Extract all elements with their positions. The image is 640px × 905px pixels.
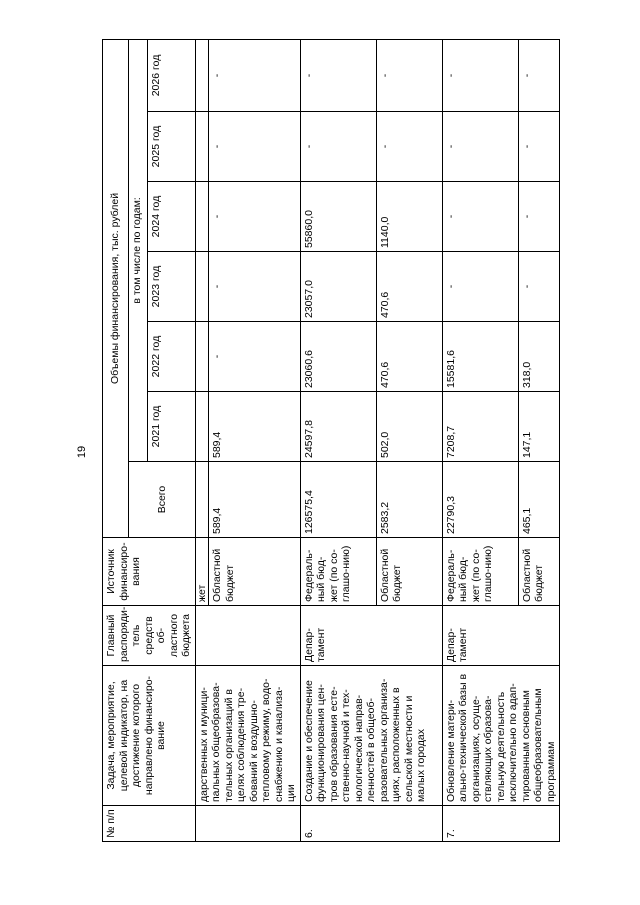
cell-value: 147,1 xyxy=(518,392,560,462)
financing-table xyxy=(102,39,560,842)
cell-value: - xyxy=(442,112,518,182)
header-source: Источник финансиро-вания xyxy=(103,538,196,606)
header-total: Всего xyxy=(129,462,196,538)
cell-value: 7208,7 xyxy=(442,392,518,462)
cell-num: 6. xyxy=(300,806,442,842)
cell-value: - xyxy=(209,252,300,322)
cell-value: 24597,8 xyxy=(300,392,376,462)
cell-source: Областной бюджет xyxy=(518,538,560,606)
header-year: 2023 год xyxy=(147,252,195,322)
cell-task: Обновление матери-ально-технической базы в организациях, осуще-ствляющих образова-тельную деятельность исключительно по адап-тированным основным общеобразовательным программам xyxy=(442,666,560,806)
cell-value: 23057,0 xyxy=(300,252,376,322)
cell-num: 7. xyxy=(442,806,560,842)
cell-value xyxy=(195,112,209,182)
cell-total: 465,1 xyxy=(518,462,560,538)
table-row xyxy=(195,39,209,841)
header-year: 2024 год xyxy=(147,182,195,252)
header-volumes: Объемы финансирования, тыс. рублей xyxy=(103,39,129,537)
cell-source: Областной бюджет xyxy=(209,538,300,606)
cell-total xyxy=(195,462,209,538)
cell-manager: Депар-тамент xyxy=(442,606,560,666)
cell-value: 502,0 xyxy=(376,392,442,462)
cell-total: 589,4 xyxy=(209,462,300,538)
cell-value: - xyxy=(442,252,518,322)
cell-source: Федераль-ный бюд-жет (по со-глашо-нию) xyxy=(442,538,518,606)
cell-task: Создание и обеспечение функционирования цен-тров образования есте-ственно-научной и тех-нологической направ-ленностей в общеоб-разовательных организа-циях, расположенных в сельской местности и малых городах xyxy=(300,666,442,806)
cell-value: - xyxy=(300,39,376,111)
cell-total: 22790,3 xyxy=(442,462,518,538)
rotated-table-container xyxy=(102,40,557,842)
cell-value xyxy=(195,392,209,462)
cell-task: дарственных и муници-пальных общеобразова-тельных организаций в целях соблюдения тре-бований к воздушно-тепловому режиму, водо-снабжению и канализа-ции xyxy=(195,666,300,806)
cell-value: - xyxy=(300,112,376,182)
cell-value: - xyxy=(518,39,560,111)
cell-value: - xyxy=(209,112,300,182)
cell-value: 589,4 xyxy=(209,392,300,462)
cell-value: 1140,0 xyxy=(376,182,442,252)
cell-value: 15581,6 xyxy=(442,322,518,392)
header-year: 2021 год xyxy=(147,392,195,462)
cell-manager xyxy=(195,606,300,666)
cell-num xyxy=(195,806,300,842)
cell-value: - xyxy=(442,39,518,111)
cell-value: - xyxy=(376,39,442,111)
cell-value: - xyxy=(209,182,300,252)
header-by-year: в том числе по годам: xyxy=(129,39,148,461)
cell-value: 23060,6 xyxy=(300,322,376,392)
cell-value: - xyxy=(518,182,560,252)
cell-value: - xyxy=(209,322,300,392)
cell-manager: Депар-тамент xyxy=(300,606,442,666)
cell-value: 470,6 xyxy=(376,322,442,392)
cell-total: 2583,2 xyxy=(376,462,442,538)
table-row xyxy=(300,39,376,841)
cell-source: жет xyxy=(195,538,209,606)
cell-value: 55860,0 xyxy=(300,182,376,252)
cell-source: Федераль-ный бюд-жет (по со-глашо-нию) xyxy=(300,538,376,606)
header-manager: Главный распоряди-тель средств об-ластного бюджета xyxy=(103,606,196,666)
header-year: 2025 год xyxy=(147,112,195,182)
header-task: Задача, мероприятие, целевой индикатор, на достижение которого направлено финансиро-вание xyxy=(103,666,196,806)
cell-value: - xyxy=(442,182,518,252)
cell-source: Областной бюджет xyxy=(376,538,442,606)
cell-value xyxy=(195,39,209,111)
cell-total: 126575,4 xyxy=(300,462,376,538)
cell-value xyxy=(195,322,209,392)
header-year: 2022 год xyxy=(147,322,195,392)
cell-value xyxy=(195,182,209,252)
cell-value: - xyxy=(376,112,442,182)
cell-value: - xyxy=(209,39,300,111)
header-year: 2026 год xyxy=(147,39,195,111)
cell-value: - xyxy=(518,252,560,322)
cell-value: 318,0 xyxy=(518,322,560,392)
header-num: № п/п xyxy=(103,806,196,842)
cell-value xyxy=(195,252,209,322)
page-number: 19 xyxy=(76,445,88,459)
table-row xyxy=(442,39,518,841)
cell-value: - xyxy=(518,112,560,182)
cell-value: 470,6 xyxy=(376,252,442,322)
